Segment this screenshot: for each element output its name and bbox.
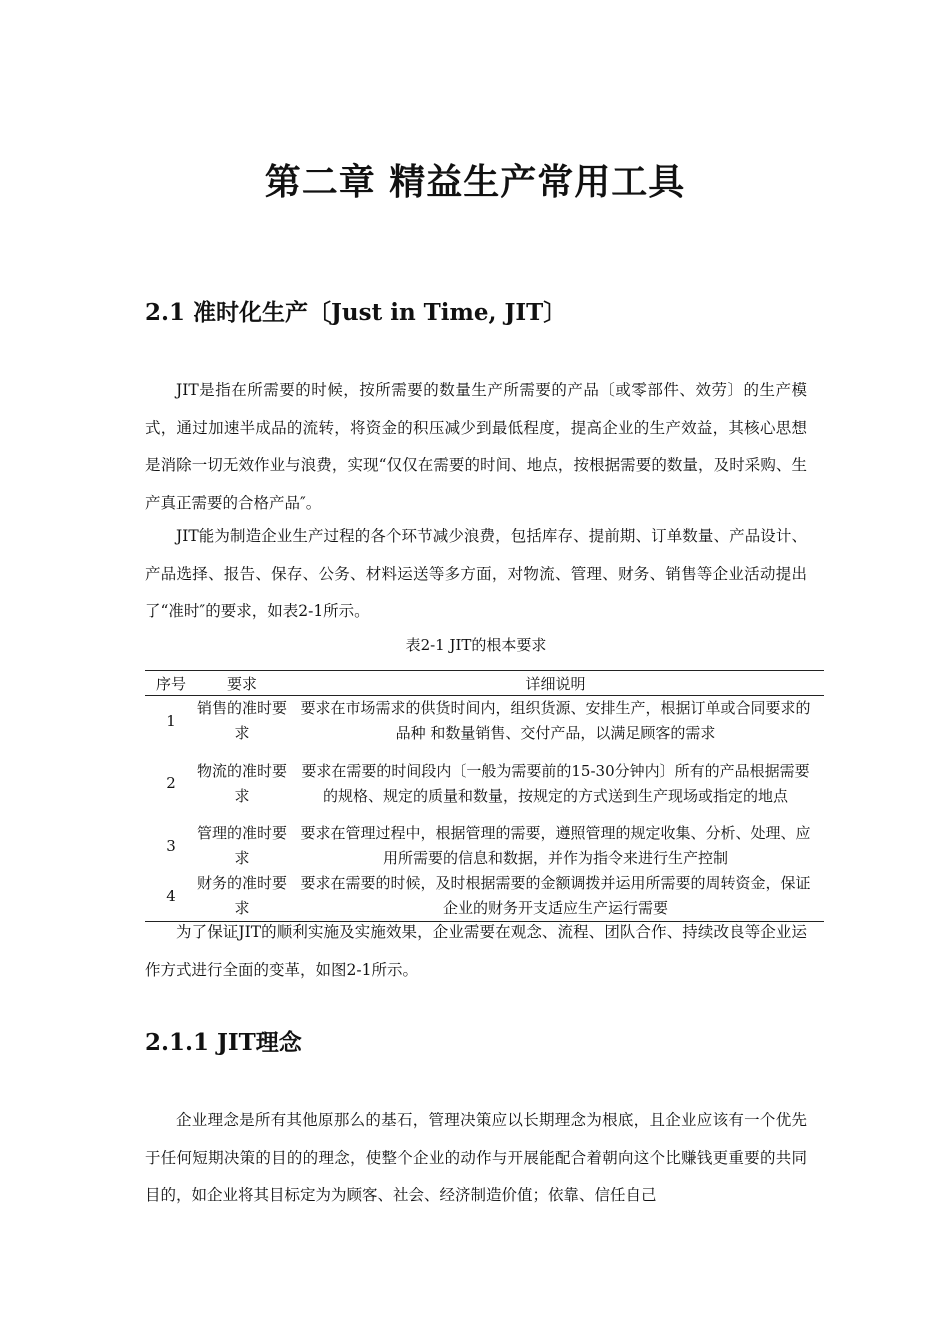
- row-no: 4: [145, 871, 197, 922]
- header-requirement: 要求: [197, 671, 287, 696]
- paragraph-jit-philosophy: 企业理念是所有其他原那么的基石，管理决策应以长期理念为根底，且企业应该有一个优先于任何短期决策的目的的理念，使整个企业的动作与开展能配合着朝向这个比赚钱更重要的共同目的，如企业将其目标定为为顾客、社会、经济制造价值；依靠、信任自己: [145, 1111, 807, 1204]
- paragraph-jit-scope: JIT能为制造企业生产过程的各个环节减少浪费，包括库存、提前期、订单数量、产品设计、产品选择、报告、保存、公务、材料运送等多方面，对物流、管理、财务、销售等企业活动提出了“准时″的要求，如表2-1所示。: [145, 527, 807, 620]
- row-requirement: 物流的准时要求: [197, 761, 288, 805]
- paragraph-jit-definition: JIT是指在所需要的时候，按所需要的数量生产所需要的产品〔或零部件、效劳〕的生产模式，通过加速半成品的流转，将资金的积压减少到最低程度，提高企业的生产效益，其核心思想是消除一切无效作业与浪费，实现“仅仅在需要的时间、地点，按根据需要的数量，及时采购、生产真正需要的合格产品″。: [145, 381, 807, 512]
- row-requirement: 管理的准时要求: [197, 824, 288, 867]
- table-row: [145, 696, 824, 747]
- chapter-title: 第二章 精益生产常用工具: [264, 161, 686, 203]
- row-no: 1: [166, 711, 176, 730]
- table-caption: 表2-1 JIT的根本要求: [405, 636, 547, 654]
- table-header-row: [145, 671, 824, 696]
- row-detail: 要求在需要的时间段内〔一般为需要前的15-30分钟内〕所有的产品根据需要的规格、规定的质量和数量，按规定的方式送到生产现场或指定的地点: [301, 761, 810, 805]
- table-row: [145, 821, 824, 871]
- header-detail: 详细说明: [287, 671, 824, 696]
- row-detail: 要求在市场需求的供货时间内，组织货源、安排生产，根据订单或合同要求的品种 和数量销售、交付产品，以满足顾客的需求: [300, 699, 811, 742]
- header-no: 序号: [145, 671, 197, 696]
- row-no: 3: [166, 836, 176, 855]
- row-detail: 要求在管理过程中，根据管理的需要，遵照管理的规定收集、分析、处理、应用所需要的信息和数据，并作为指令来进行生产控制: [300, 824, 811, 867]
- row-detail: 要求在需要的时候，及时根据需要的金额调拨并运用所需要的周转资金，保证企业的财务开支适应生产运行需要: [287, 871, 824, 922]
- requirements-table: [145, 670, 824, 922]
- subsection-heading: 2.1.1 JIT理念: [145, 1029, 302, 1056]
- table-row: [145, 746, 824, 821]
- row-requirement: 销售的准时要求: [197, 699, 288, 742]
- row-no: 2: [166, 774, 176, 792]
- paragraph-after-table: 为了保证JIT的顺利实施及实施效果，企业需要在观念、流程、团队合作、持续改良等企业运作方式进行全面的变革，如图2-1所示。: [145, 923, 807, 979]
- section-heading: 2.1 准时化生产〔Just in Time, JIT〕: [145, 299, 567, 326]
- row-requirement: 财务的准时要求: [197, 871, 287, 922]
